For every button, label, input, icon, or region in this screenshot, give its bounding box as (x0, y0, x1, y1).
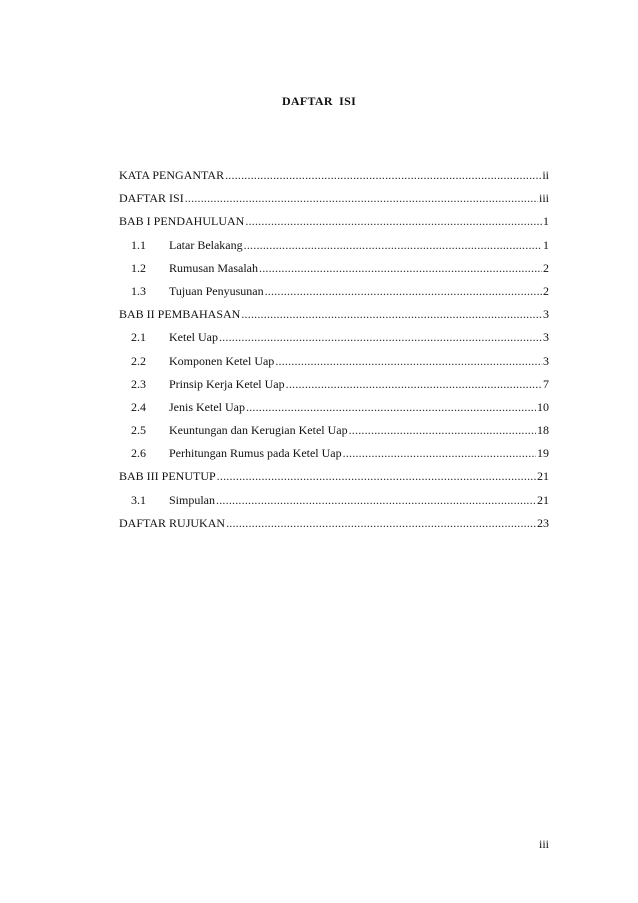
toc-dot-leader (246, 399, 536, 415)
toc-entry-1-3[interactable] (119, 283, 549, 306)
toc-entry-page: 21 (537, 469, 549, 484)
table-of-contents (119, 167, 549, 538)
toc-entry-page: 1 (543, 237, 549, 252)
toc-entry-2-2[interactable] (119, 353, 549, 376)
toc-entry-page: 18 (537, 423, 549, 438)
toc-entry-3-1[interactable] (119, 492, 549, 515)
toc-entry-label: BAB III PENUTUP (119, 469, 216, 484)
toc-entry-number: 1.3 (131, 283, 146, 298)
toc-entry-label: Simpulan (169, 492, 216, 507)
toc-entry-label: Tujuan Penyusunan (169, 283, 264, 298)
toc-entry-label: DAFTAR RUJUKAN (119, 515, 226, 530)
toc-entry-page: ii (542, 168, 549, 182)
toc-entry-page: 19 (537, 446, 549, 461)
toc-entry-label: Komponen Ketel Uap (169, 353, 275, 368)
toc-entry-2-3[interactable] (119, 376, 549, 399)
toc-entry-page: 3 (543, 307, 549, 322)
toc-entry-label: Ketel Uap (169, 330, 218, 345)
toc-entry-number: 3.1 (131, 492, 146, 507)
toc-entry-number: 1.2 (131, 260, 146, 275)
toc-dot-leader (265, 283, 542, 299)
toc-entry-label: Prinsip Kerja Ketel Uap (169, 376, 285, 391)
page-number: iii (538, 837, 549, 851)
toc-entry-number: 2.1 (131, 330, 146, 345)
toc-entry-number: 2.6 (131, 446, 146, 461)
toc-entry-2-1[interactable] (119, 329, 549, 352)
toc-entry-label: BAB II PEMBAHASAN (119, 307, 241, 322)
toc-entry-page: 7 (543, 376, 549, 391)
toc-entry-label: Jenis Ketel Uap (169, 399, 245, 414)
toc-entry-number: 2.3 (131, 376, 146, 391)
toc-entry-1-2[interactable] (119, 260, 549, 283)
toc-entry-label: Latar Belakang (169, 237, 243, 252)
toc-dot-leader (259, 260, 542, 276)
toc-entry-bab-3[interactable] (119, 468, 549, 491)
toc-entry-page: 3 (543, 353, 549, 368)
toc-entry-page: 23 (537, 515, 549, 530)
toc-entry-page: iii (538, 191, 549, 206)
toc-entry-number: 2.4 (131, 399, 146, 414)
toc-entry-page: 1 (543, 214, 549, 229)
toc-entry-label: Perhitungan Rumus pada Ketel Uap (169, 446, 342, 461)
toc-entry-daftar-isi[interactable] (119, 190, 549, 213)
toc-entry-1-1[interactable] (119, 237, 549, 260)
toc-dot-leader (219, 329, 542, 345)
toc-entry-label: BAB I PENDAHULUAN (119, 214, 245, 229)
toc-entry-2-6[interactable] (119, 445, 549, 468)
toc-entry-kata-pengantar[interactable] (119, 167, 549, 190)
toc-dot-leader (217, 468, 536, 484)
toc-dot-leader (241, 306, 542, 322)
toc-dot-leader (225, 167, 541, 183)
toc-entry-number: 1.1 (131, 237, 146, 252)
page-title: DAFTAR ISI (281, 94, 357, 108)
toc-entry-number: 2.5 (131, 423, 146, 438)
toc-dot-leader (286, 376, 542, 392)
toc-entry-page: 21 (537, 492, 549, 507)
toc-entry-page: 2 (543, 260, 549, 275)
toc-entry-page: 10 (537, 399, 549, 414)
toc-entry-label: Rumusan Masalah (169, 260, 258, 275)
toc-dot-leader (226, 515, 536, 531)
toc-dot-leader (245, 213, 542, 229)
toc-entry-2-4[interactable] (119, 399, 549, 422)
toc-dot-leader (216, 492, 536, 508)
toc-dot-leader (343, 445, 536, 461)
toc-entry-number: 2.2 (131, 353, 146, 368)
toc-dot-leader (275, 353, 542, 369)
toc-entry-label: DAFTAR ISI (119, 191, 184, 206)
toc-dot-leader (349, 422, 536, 438)
toc-entry-daftar-rujukan[interactable] (119, 515, 549, 538)
toc-entry-page: 3 (543, 330, 549, 345)
toc-entry-label: Keuntungan dan Kerugian Ketel Uap (169, 423, 348, 438)
toc-dot-leader (244, 237, 542, 253)
toc-dot-leader (185, 190, 538, 206)
toc-entry-label: KATA PENGANTAR (119, 168, 225, 182)
toc-entry-bab-1[interactable] (119, 213, 549, 236)
toc-entry-bab-2[interactable] (119, 306, 549, 329)
toc-entry-page: 2 (543, 283, 549, 298)
toc-entry-2-5[interactable] (119, 422, 549, 445)
